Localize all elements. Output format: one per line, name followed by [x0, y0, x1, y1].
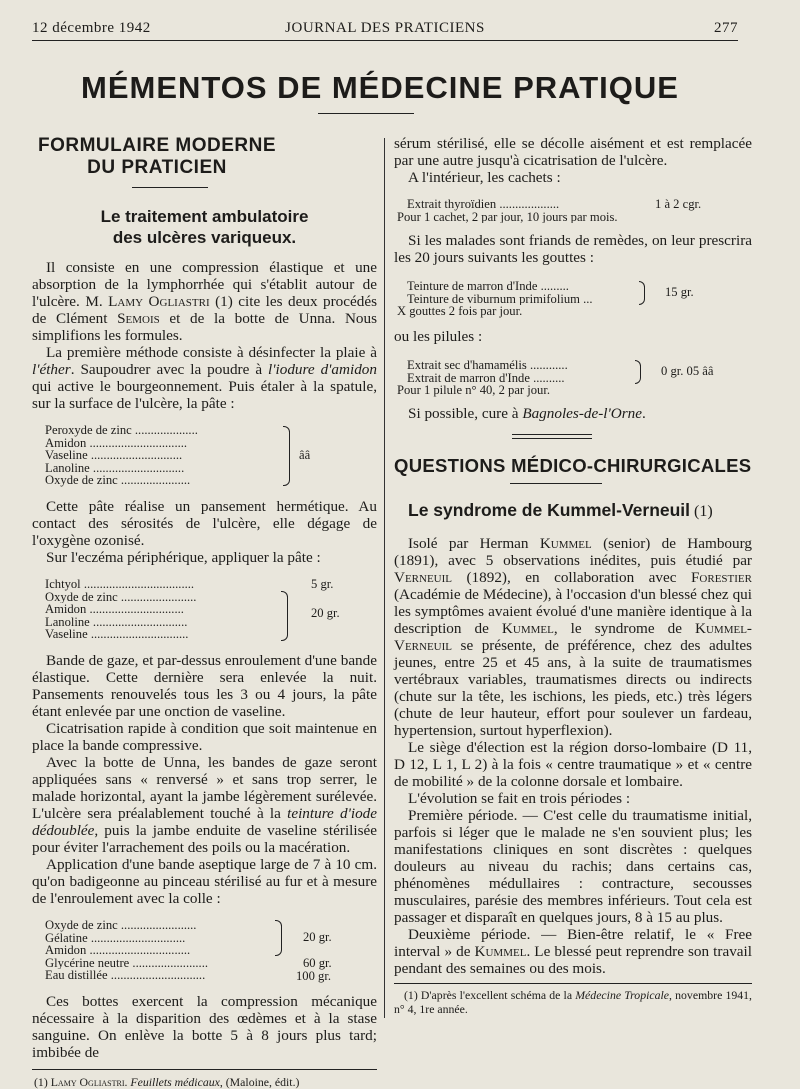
formula-item: Lanoline	[45, 461, 90, 475]
formula-item: Eau distillée	[45, 969, 108, 982]
formula-item: Gélatine	[45, 931, 88, 945]
formula-quantity: 60 gr.	[303, 956, 332, 970]
journal-name: JOURNAL DES PRATICIENS	[285, 20, 485, 36]
formula-item: Oxyde de zinc	[45, 919, 118, 932]
page-number: 277	[714, 20, 738, 36]
paragraph: Cette pâte réalise un pansement hermétique. Au contact des sérosités de l'ulcère, elle dégage de l'oxygène ozonisé.	[32, 498, 377, 549]
paragraph: Deuxième période. — Bien-être relatif, le « Free interval » de Kummel. Le blessé peut reprendre son travail pendant des semaines ou des mois.	[394, 926, 752, 977]
paragraph: L'évolution se fait en trois périodes :	[408, 790, 631, 807]
footnote-rule	[394, 983, 752, 984]
brace	[283, 426, 290, 486]
title-underline	[318, 113, 414, 114]
column-divider	[384, 138, 385, 1018]
formula-paste: Peroxyde de zinc .................... Amidon ............................... Vaseline ............................. Lanoline ............................. Oxyde de zinc ...................... ââ	[45, 424, 311, 487]
section-rule	[510, 483, 602, 484]
paragraph: Il consiste en une compression élastique et une absorption de la lymphorrhée qui s'établit autour de l'ulcère. M. Lamy Ogliastri (1) cite les deux procédés de Clément Semois et de la botte de Unna. Nous simplifions les formules.	[32, 259, 378, 344]
paragraph: Le siège d'élection est la région dorso-lombaire (D 11, D 12, L 1, L 2) à la fois « centre traumatique » et « centre de mobilité » de la colonne dorsale et lombaire.	[394, 739, 752, 790]
brace	[275, 920, 282, 956]
brace	[635, 360, 641, 384]
article-title-line2: des ulcères variqueux.	[112, 228, 297, 247]
formula-item: Vaseline	[45, 449, 88, 462]
section-title-line1: FORMULAIRE MODERNE	[37, 135, 277, 156]
paragraph: Sur l'eczéma périphérique, appliquer la pâte :	[46, 549, 321, 566]
section-title: QUESTIONS MÉDICO-CHIRURGICALES	[394, 455, 752, 476]
formula-item: Glycérine neutre	[45, 956, 130, 970]
formula-quantity: 20 gr.	[303, 930, 332, 944]
formula-cachets: Extrait thyroïdien ................... 1 à 2 cgr. Pour 1 cachet, 2 par jour, 10 jours par mois.	[397, 198, 702, 224]
formula-item: Amidon	[45, 603, 87, 616]
formula-note: X gouttes 2 fois par jour.	[397, 305, 523, 318]
running-header	[32, 20, 738, 41]
footnote-rule	[32, 1069, 377, 1070]
formula-quantity: ââ	[299, 448, 311, 462]
formula-item: Teinture de marron d'Inde	[407, 280, 538, 293]
article-title-line1: Le traitement ambulatoire	[100, 207, 309, 226]
paragraph: Ces bottes exercent la compression mécanique nécessaire à la disparition des œdèmes et à la stase sanguine. On enlève la botte 5 à 8 jours plus tard; imbibée de	[32, 993, 377, 1061]
left-column	[32, 135, 377, 1089]
formula-item: Amidon	[45, 436, 87, 450]
formula-note: Pour 1 pilule n° 40, 2 par jour.	[397, 384, 551, 397]
section-title	[32, 135, 282, 179]
formula-item: Oxyde de zinc	[45, 474, 118, 487]
paragraph: Avec la botte de Unna, les bandes de gaze seront appliquées sans « renversé » et sans trop serrer, le malade horizontal, ayant la jambe légèrement surélevée. L'ulcère sera préalablement touché à la teinture d'iode dédoublée, puis la jambe enduite de vaseline stérilisée pour éviter l'arrachement des poils ou la macération.	[32, 754, 377, 856]
paragraph: Si les malades sont friands de remèdes, on leur prescrira les 20 jours suivants les gouttes :	[394, 232, 752, 266]
formula-item: Oxyde de zinc	[45, 590, 118, 604]
formula-eczema: Ichtyol ................................... Oxyde de zinc ........................ Amidon .............................. Lanoline .............................. Vaseline ............................... 5 gr. 20 gr.	[45, 577, 340, 641]
formula-item: Extrait de marron d'Inde	[407, 371, 530, 385]
formula-item: Amidon	[45, 944, 87, 957]
formula-quantity: 20 gr.	[311, 606, 340, 620]
paragraph: Cicatrisation rapide à condition que soit maintenue en place la bande compressive.	[32, 720, 377, 754]
formula-quantity: 0 gr. 05 ââ	[661, 364, 714, 378]
brace	[639, 281, 645, 305]
article-title	[32, 206, 377, 248]
paragraph: A l'intérieur, les cachets :	[408, 169, 561, 186]
issue-date: 12 décembre 1942	[32, 20, 151, 36]
section-title-line2: DU PRATICIEN	[87, 157, 227, 178]
footnote: (1) Lamy Ogliastri. Feuillets médicaux, (Maloine, édit.)	[34, 1075, 300, 1089]
article-title: Le syndrome de Kummel-Verneuil (1)	[408, 500, 713, 520]
section-rule	[132, 187, 208, 188]
formula-item: Ichtyol	[45, 578, 81, 591]
paragraph: Application d'une bande aseptique large de 7 à 10 cm. qu'on badigeonne au pinceau stérilisé au fur et à mesure de l'enroulement avec la colle :	[32, 856, 377, 907]
formula-item: Vaseline	[45, 628, 88, 641]
formula-gouttes: Teinture de marron d'Inde ......... Teinture de viburnum primifolium ... X gouttes 2 fois par jour. 15 gr.	[397, 280, 694, 318]
paragraph: ou les pilules :	[394, 328, 483, 345]
footnote: (1) D'après l'excellent schéma de la Médecine Tropicale, novembre 1941, n° 4, 1re année.	[394, 988, 753, 1016]
right-column	[394, 135, 752, 1016]
formula-note: Pour 1 cachet, 2 par jour, 10 jours par mois.	[397, 210, 618, 224]
paragraph: sérum stérilisé, elle se décolle aisément et est remplacée par une autre jusqu'à cicatrisation de l'ulcère.	[394, 135, 752, 169]
formula-item: Peroxyde de zinc	[45, 424, 132, 437]
formula-quantity: 100 gr.	[296, 969, 331, 983]
main-title: MÉMENTOS DE MÉDECINE PRATIQUE	[81, 70, 679, 105]
formula-quantity: 15 gr.	[665, 285, 694, 299]
double-rule	[512, 434, 592, 439]
paragraph: Bande de gaze, et par-dessus enroulement d'une bande élastique. Cette dernière sera enlevée la nuit. Pansements renouvelés tous les 3 ou 4 jours, la pâte étant enlevée par une onction de vaseline.	[32, 652, 377, 720]
brace	[281, 591, 288, 641]
paragraph: La première méthode consiste à désinfecter la plaie à l'éther. Saupoudrer avec la poudre à l'iodure d'amidon qui active le bourgeonnement. Puis étaler à la spatule, sur la surface de l'ulcère, la pâte :	[32, 344, 377, 412]
paragraph: Si possible, cure à Bagnoles-de-l'Orne.	[408, 405, 646, 422]
formula-pilules: Extrait sec d'hamamélis ............ Extrait de marron d'Inde .......... Pour 1 pilule n° 40, 2 par jour. 0 gr. 05 ââ	[397, 359, 714, 397]
formula-quantity: 5 gr.	[311, 577, 334, 591]
formula-glue: Oxyde de zinc ........................ Gélatine .............................. Amidon ................................ Glycérine neutre ........................ Eau distillée .............................. 20 gr. 60 gr. 100 gr.	[45, 919, 332, 983]
paragraph: Isolé par Herman Kummel (senior) de Hambourg (1891), avec 5 observations inédites, puis étudié par Verneuil (1892), en collaboration avec Forestier (Académie de Médecine), à l'occasion d'un blessé chez qui les symptômes avaient évolué d'une manière identique à la description de Kummel, le syndrome de Kummel-Verneuil se présente, de préférence, chez des adultes jeunes, entre 25 et 45 ans, à la suite de traumatismes vertébraux variables, traumatismes directs ou indirects (chute sur la tête, les ischions, les pieds, etc.) très légers (chute de leur hauteur, effort pour soulever un fardeau, hypertension, surtout hyperflexion).	[394, 535, 752, 739]
paragraph: Première période. — C'est celle du traumatisme initial, parfois si léger que le malade ne s'en souvient plus; les manifestations cliniques en sont discrètes : quelques douleurs au niveau du rachis; dans certains cas, phénomènes médullaires : contracture, secousses musculaires, parésie des membres inférieurs. Tout cela est passager et disparaît en quelques jours, 8 à 15 au plus.	[394, 807, 752, 926]
formula-item: Extrait sec d'hamamélis	[407, 359, 527, 372]
formula-item: Teinture de viburnum primifolium	[407, 292, 580, 306]
formula-item: Extrait thyroïdien	[407, 198, 497, 211]
formula-item: Lanoline	[45, 615, 90, 629]
formula-quantity: 1 à 2 cgr.	[655, 198, 702, 211]
